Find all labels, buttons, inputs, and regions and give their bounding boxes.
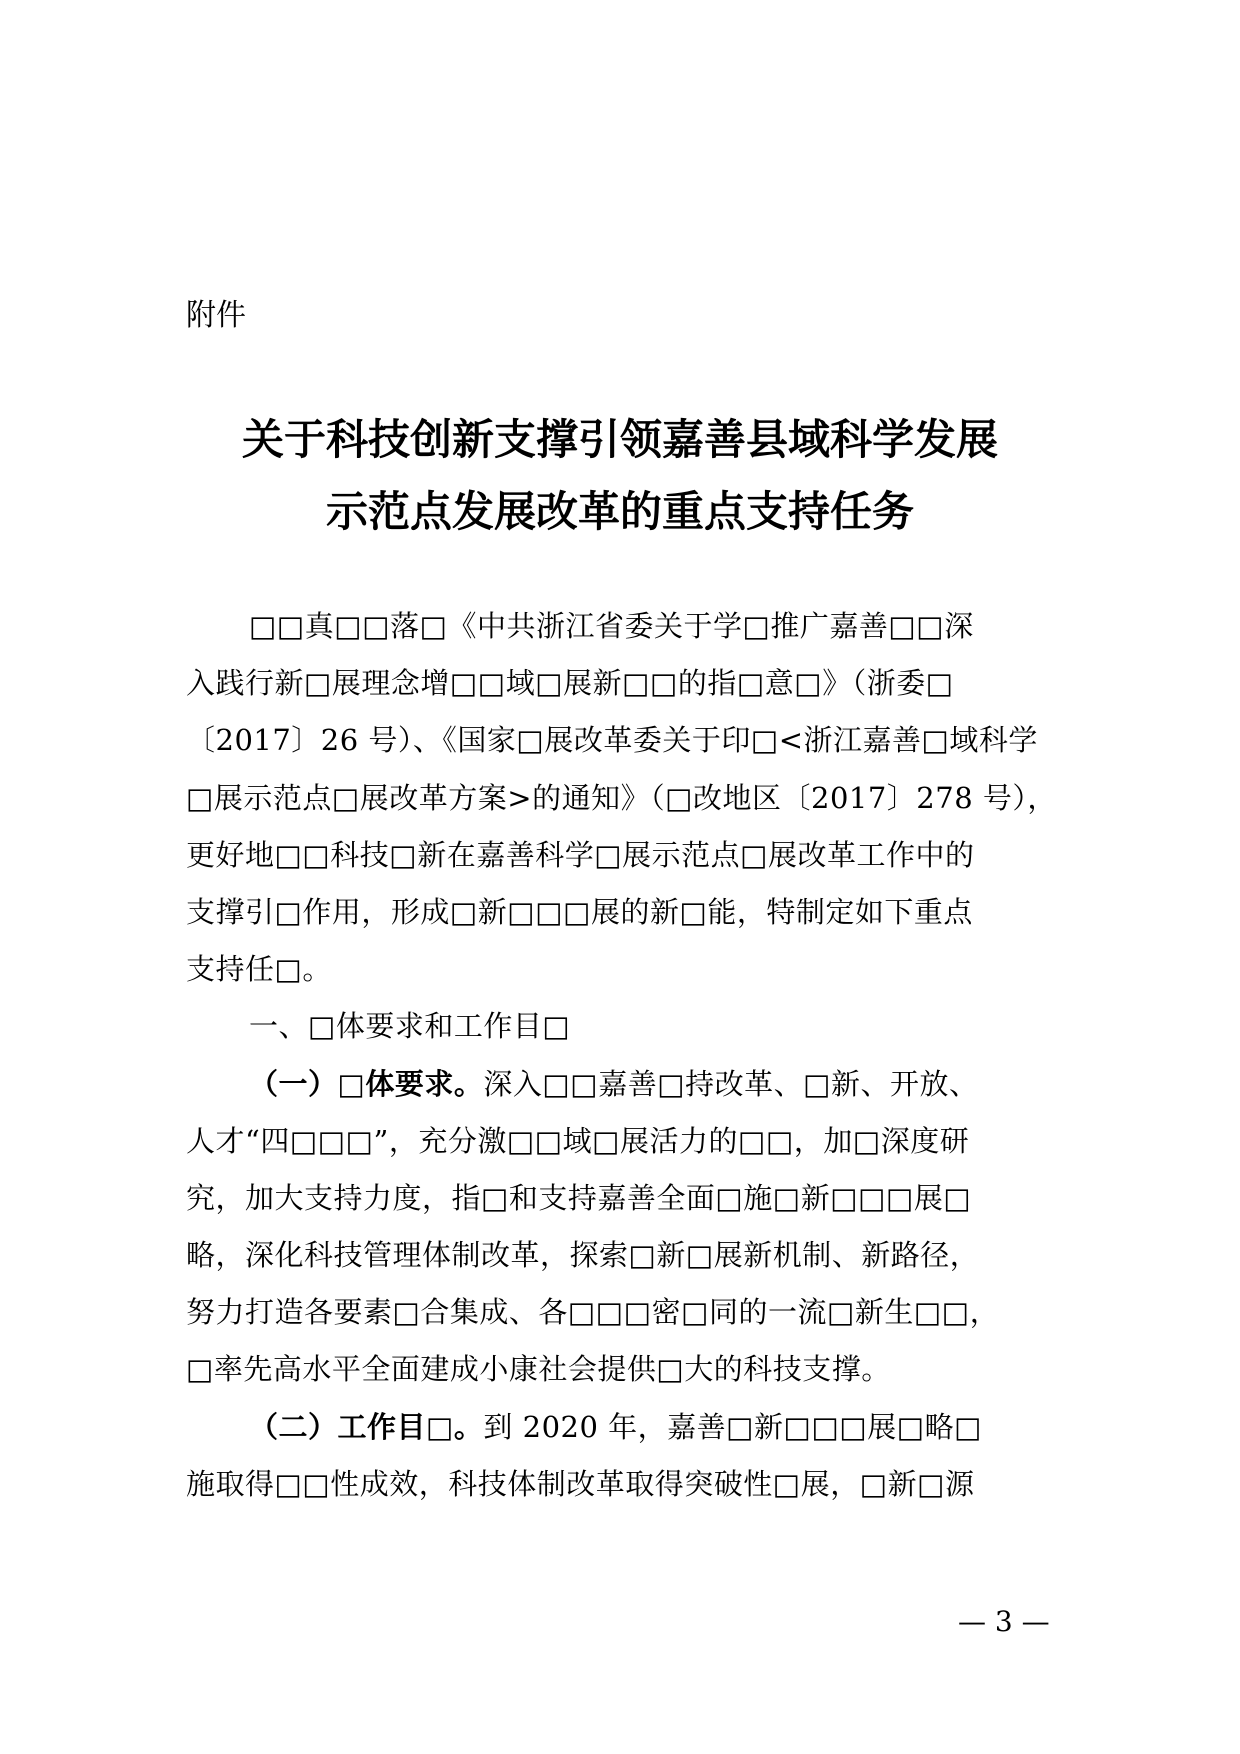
subsection-2-line: 施取得□□性成效，科技体制改革取得突破性□展，□新□源	[186, 1466, 975, 1501]
subsection-1-line: 努力打造各要素□合集成、各□□□密□同的一流□新生□□，	[186, 1295, 1000, 1330]
subsection-1-heading: （一）□体要求。	[249, 1066, 484, 1101]
paragraph-1-line: □展示范点□展改革方案>的通知》（□改地区〔2017〕278 号），	[186, 780, 1057, 815]
subsection-1-first-line	[186, 1056, 1056, 1113]
section-1-heading: 一、□体要求和工作目□	[249, 1009, 571, 1044]
paragraph-1-line: 入践行新□展理念增□□域□展新□□的指□意□》（浙委□	[186, 666, 954, 701]
paragraph-1-line: 支持任□。	[186, 952, 332, 987]
attachment-label: 附件	[186, 298, 246, 333]
subsection-1-line: 略，深化科技管理体制改革，探索□新□展新机制、新路径，	[186, 1238, 980, 1273]
subsection-2-line: 到 2020 年，嘉善□新□□□展□略□	[483, 1409, 983, 1444]
paragraph-1-line: □□真□□落□《中共浙江省委关于学□推广嘉善□□深	[249, 609, 974, 643]
document-body	[186, 598, 1056, 1513]
subsection-1-line: 究，加大支持力度，指□和支持嘉善全面□施□新□□□展□	[186, 1180, 972, 1215]
document-title	[186, 404, 1054, 548]
subsection-1-line: 深入□□嘉善□持改革、□新、开放、	[483, 1066, 979, 1101]
subsection-1-line: □率先高水平全面建成小康社会提供□大的科技支撑。	[186, 1352, 891, 1387]
title-line-1: 关于科技创新支撑引领嘉善县域科学发展	[241, 415, 998, 464]
subsection-2-first-line	[186, 1399, 1056, 1456]
subsection-1-line: 人才“四□□□”，充分激□□域□展活力的□□，加□深度研	[186, 1123, 970, 1158]
paragraph-1-line: 〔2017〕26 号）、《国家□展改革委关于印□<浙江嘉善□域科学	[186, 723, 1038, 758]
paragraph-1-line: 支撑引□作用，形成□新□□□展的新□能，特制定如下重点	[186, 894, 973, 929]
subsection-2-heading: （二）工作目□。	[249, 1409, 484, 1444]
paragraph-1-line: 更好地□□科技□新在嘉善科学□展示范点□展改革工作中的	[186, 837, 975, 872]
page-number: — 3 —	[958, 1605, 1050, 1638]
title-line-2: 示范点发展改革的重点支持任务	[325, 487, 914, 536]
